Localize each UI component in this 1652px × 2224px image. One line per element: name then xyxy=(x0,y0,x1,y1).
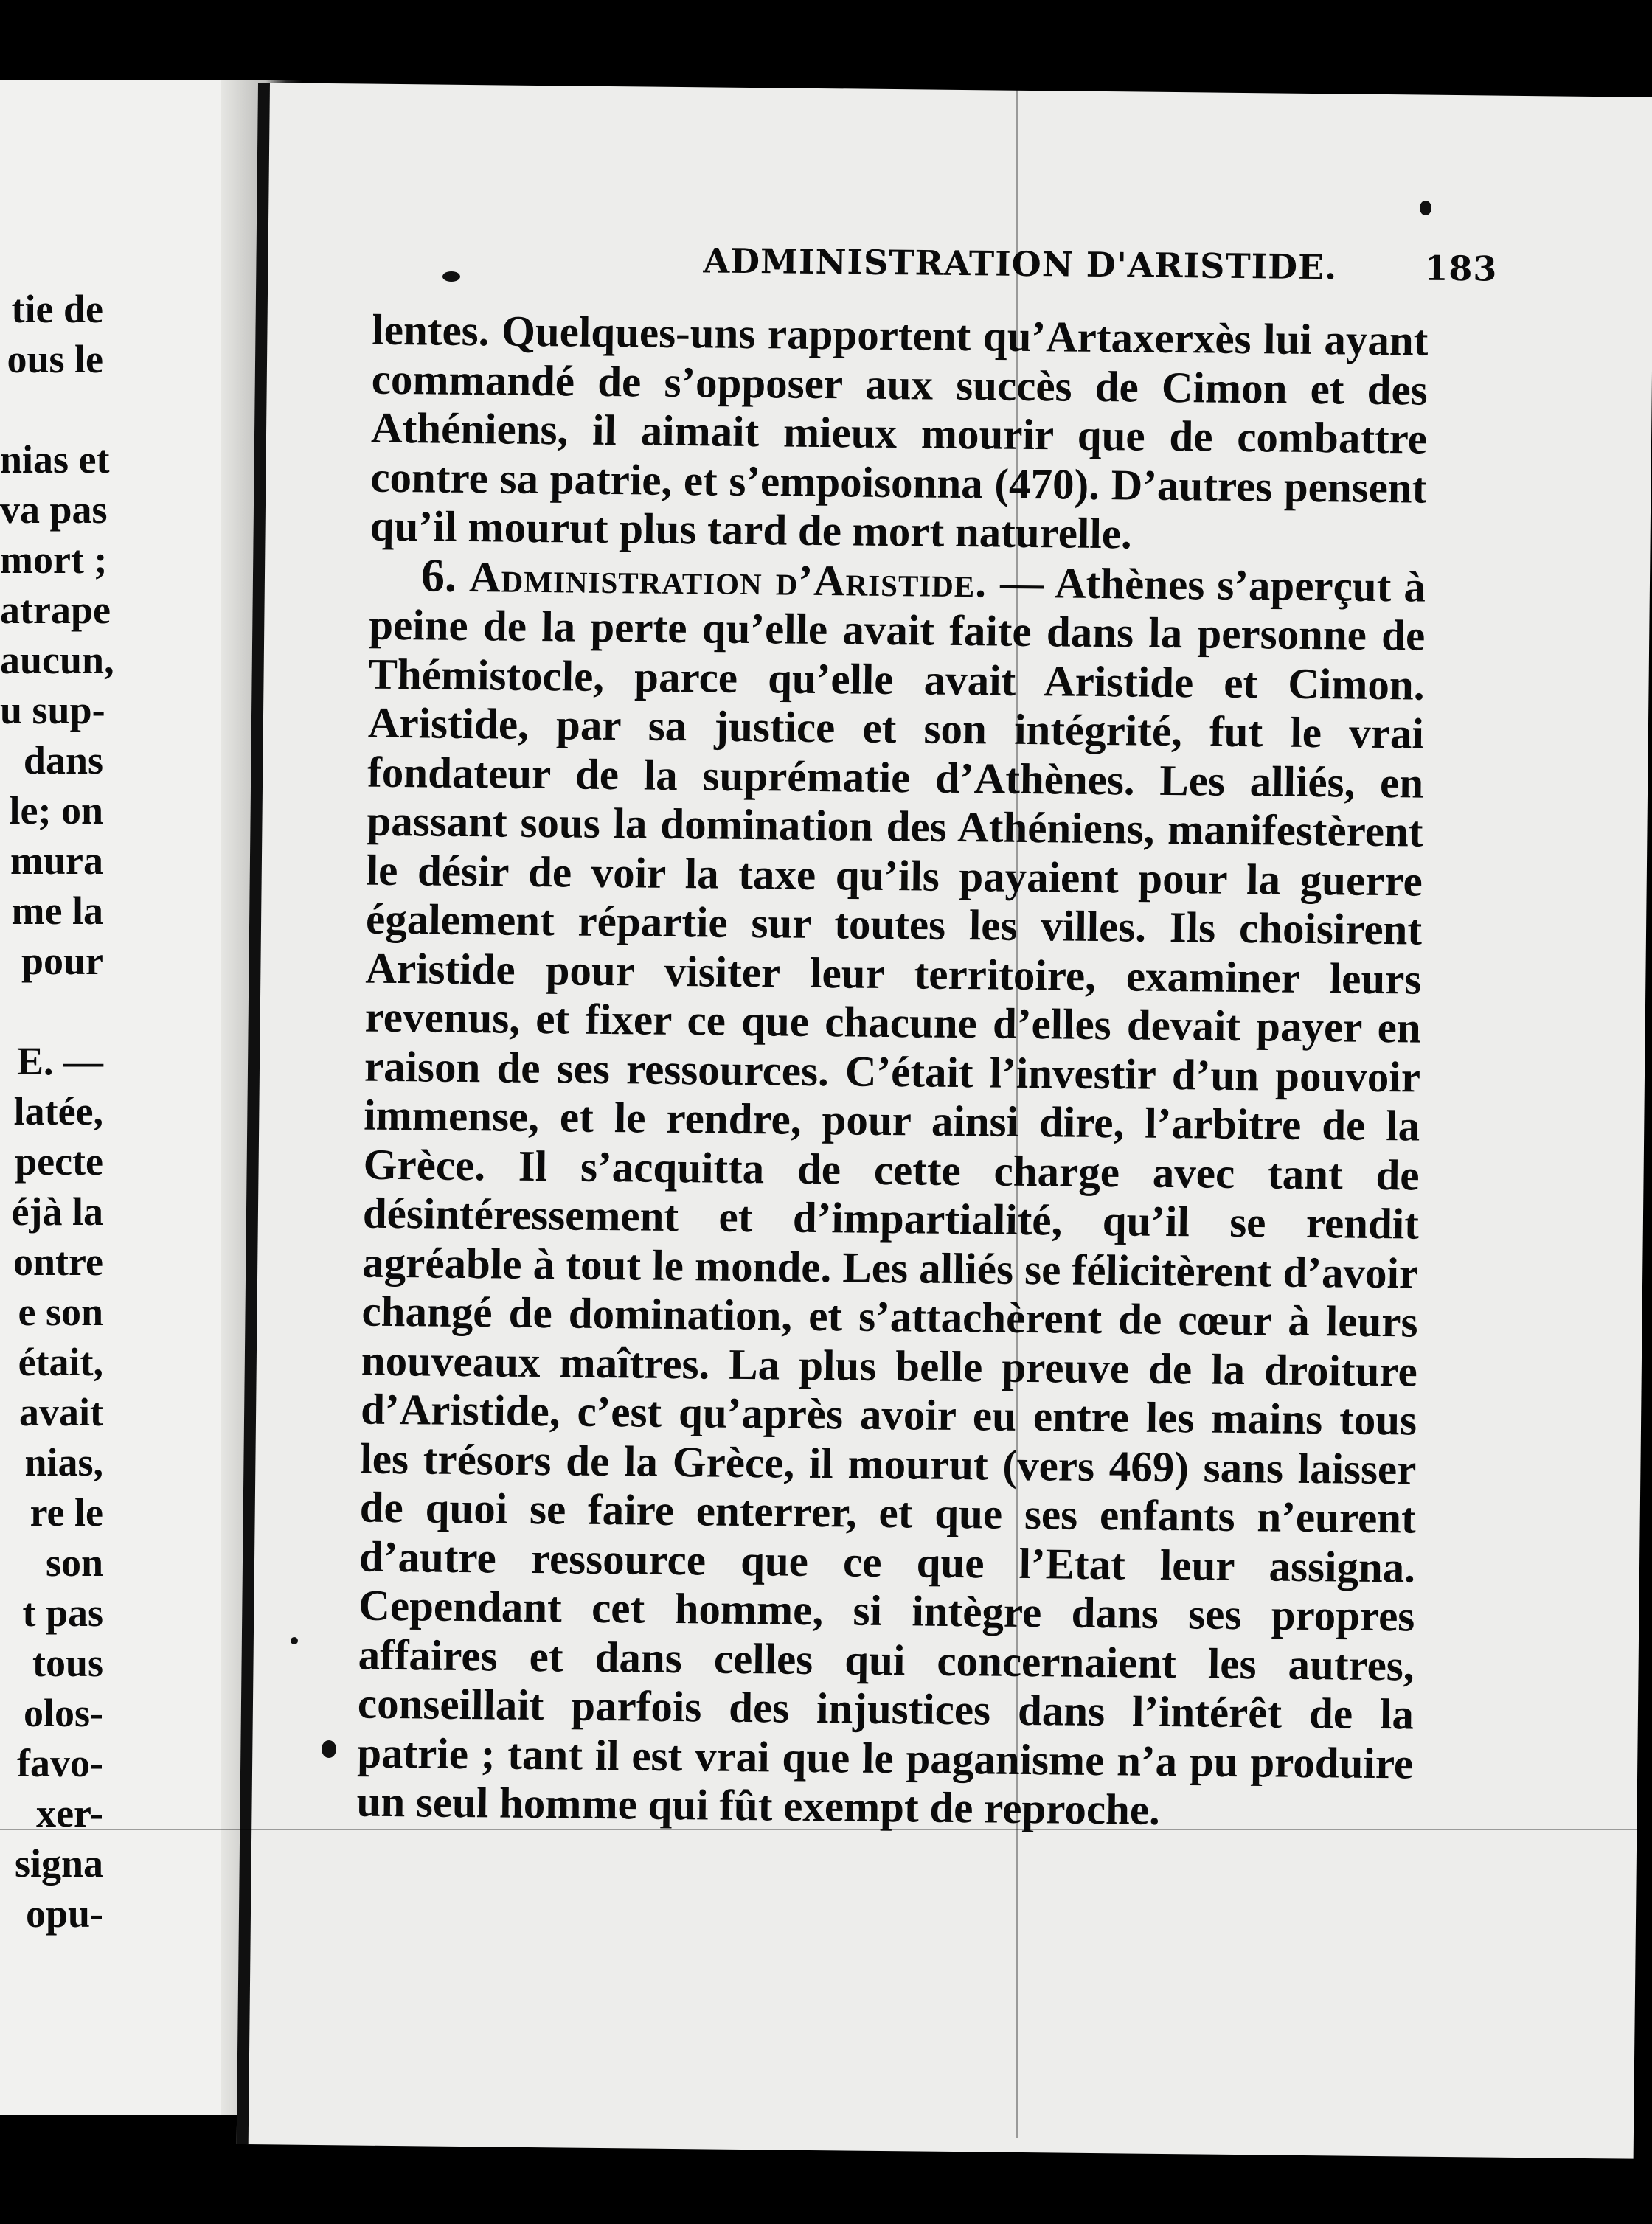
ink-speck xyxy=(1420,201,1431,215)
section-text: Athènes s’aperçut à peine de la perte qu’elle avait faite dans la personne de Thémistocle, parce qu’elle avait Aristide et Cimon. Aristide, par sa justice et son intégrité, fut le vrai fondateur de la suprématie d’Athènes. Les alliés, en passant sous la domination des Athéniens, manifestèrent le désir de voir la taxe qu’ils payaient pour la guerre également répartie sur toutes les villes. Ils choisirent Aristide pour visiter leur territoire, examiner leurs revenus, et fixer ce que chacune d’elles devait payer en raison de ses ressources. C’était l’investir d’un pouvoir immense, et le rendre, pour ainsi dire, l’arbitre de la Grèce. Il s’acquitta de cette charge avec tant de désintéressement et d’impartialité, qu’il se rendit agréable à tout le monde. Les alliés se félicitèrent d’avoir changé de domination, et s’attachèrent de cœur à leurs nouveaux maîtres. La plus belle preuve de la droiture d’Aristide, c’est qu’après avoir eu entre les mains tous les trésors de la Grèce, il mourut (vers 469) sans laisser de quoi se faire enterrer, et que ses enfants n’eurent d’autre ressource que ce que l’Etat leur assigna. Cependant cet homme, si intègre dans ses propres affaires et dans celles qui concernaient les autres, conseillait parfois des injustices dans l’intérêt de la patrie ; tant il est vrai que le paganisme n’a pu produire un seul homme qui fût exempt de reproche. xyxy=(356,557,1426,1834)
ink-speck xyxy=(442,271,460,282)
left-page-line: va pas xyxy=(0,487,108,532)
left-page-line: E. — xyxy=(16,1039,103,1083)
left-page-line: xer- xyxy=(36,1791,103,1835)
left-page-line: était, xyxy=(18,1340,103,1384)
scan-line xyxy=(0,1829,1652,1830)
left-page-line: olos- xyxy=(24,1691,103,1735)
left-page-line: mura xyxy=(10,838,103,883)
left-page-line: ous le xyxy=(7,337,103,381)
body-text xyxy=(356,305,1429,1837)
left-page-line: tie de xyxy=(11,287,103,331)
left-page-line: aucun, xyxy=(0,638,114,682)
left-page-line: latée, xyxy=(13,1089,103,1133)
left-page-line: nias et xyxy=(0,437,110,482)
page-number: 183 xyxy=(1424,248,1498,289)
left-page-line: tous xyxy=(32,1641,103,1685)
left-page-line: opu- xyxy=(25,1891,103,1936)
left-page-line: me la xyxy=(11,889,103,933)
left-page-line: signa xyxy=(14,1841,103,1886)
left-page-line: e son xyxy=(18,1290,103,1334)
left-page-line: t pas xyxy=(22,1591,103,1635)
paragraph: lentes. Quelques-uns rapportent qu’Artaxerxès lui ayant commandé de s’opposer aux succès de Cimon et des Athéniens, il aimait mieux mourir que de combattre contre sa patrie, et s’empoisonna (470). D’autres pensent qu’il mourut plus tard de mort naturelle. xyxy=(369,305,1429,558)
left-page-line: le; on xyxy=(9,788,103,833)
left-page-line: nias, xyxy=(24,1440,103,1484)
left-page-line: dans xyxy=(23,738,103,782)
left-page-line: éjà la xyxy=(11,1189,103,1234)
left-page-line: ontre xyxy=(13,1240,103,1284)
section-title: Administration d’Aristide. — xyxy=(468,552,1045,607)
left-page-line: son xyxy=(45,1540,103,1585)
left-page-line: mort ; xyxy=(0,538,108,582)
left-page-line: favo- xyxy=(17,1741,103,1785)
ink-speck xyxy=(291,1637,298,1644)
running-header xyxy=(268,236,1652,289)
section-paragraph xyxy=(356,550,1426,1837)
left-page-line: avait xyxy=(19,1390,103,1434)
section-number: 6. xyxy=(420,548,457,602)
left-page-line: pour xyxy=(21,939,103,983)
ink-speck xyxy=(322,1740,336,1758)
left-page-line: re le xyxy=(30,1490,103,1535)
left-page-line: u sup- xyxy=(0,688,105,732)
right-page xyxy=(237,83,1652,2159)
header-title: ADMINISTRATION D'ARISTIDE. xyxy=(703,240,1338,288)
left-page-line: pecte xyxy=(15,1139,103,1184)
left-page-line: atrape xyxy=(0,588,111,632)
